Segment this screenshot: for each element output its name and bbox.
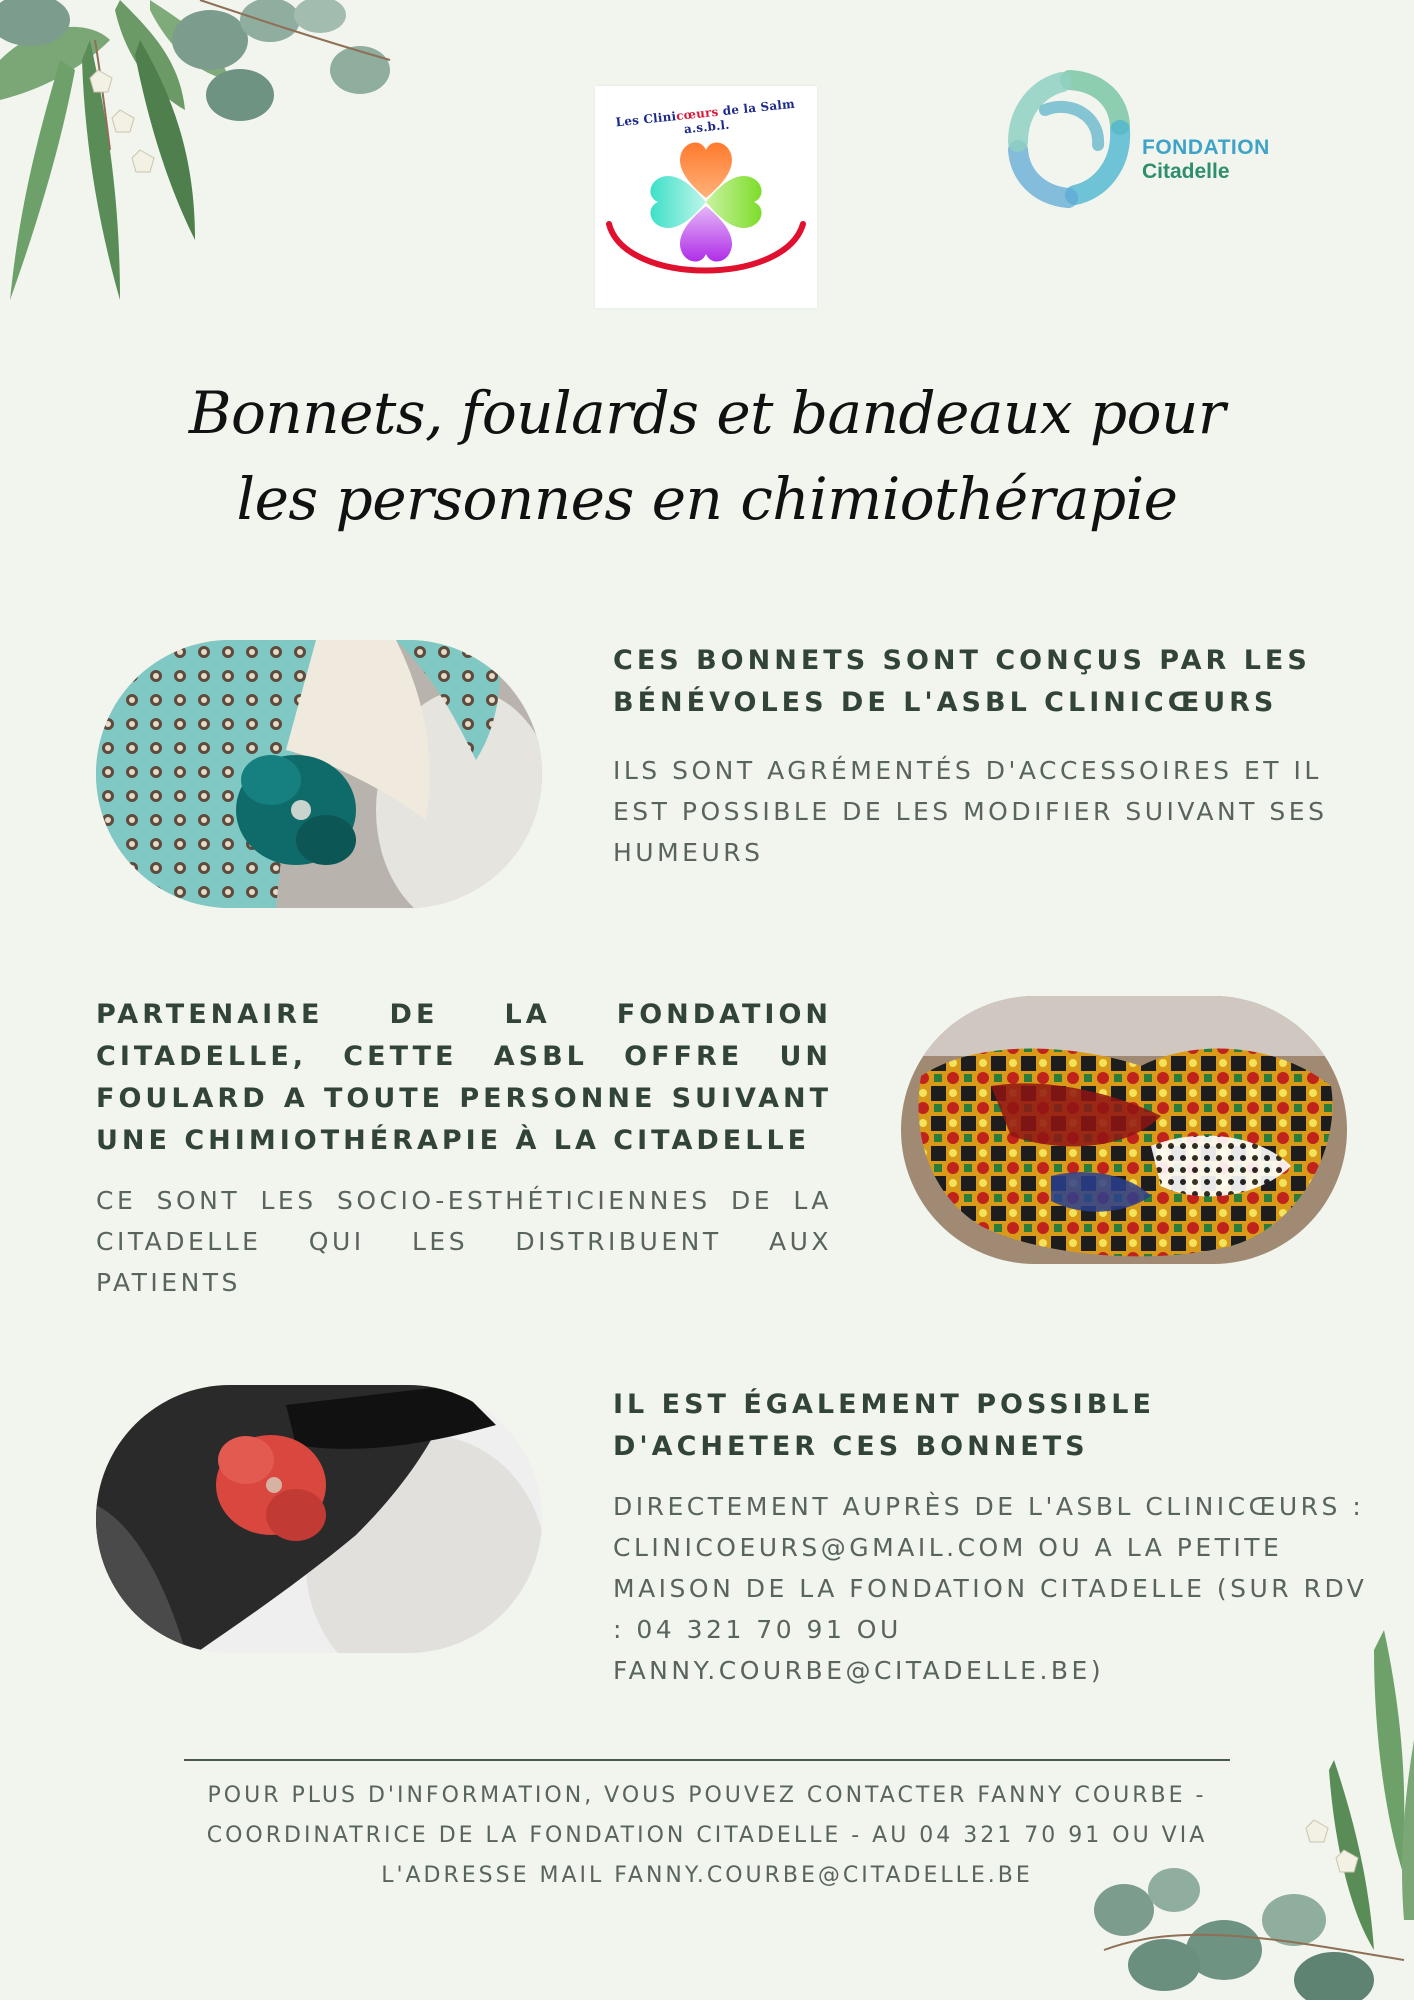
scarf-photo [901,996,1347,1264]
title-line-2: les personnes en chimiothérapie [236,465,1178,533]
footer-contact: POUR PLUS D'INFORMATION, VOUS POUVEZ CONTACTER FANNY COURBE - COORDINATRICE DE LA FONDATION CITADELLE - AU 04 321 70 91 OU VIA L'ADRESSE MAIL FANNY.COURBE@CITADELLE.BE [206,1783,1208,1888]
section-1 [613,640,1373,873]
headband-photo [96,640,542,908]
section-3 [613,1384,1373,1691]
section-heading: IL EST ÉGALEMENT POSSIBLE D'ACHETER CES BONNETS [613,1389,1155,1462]
divider [184,1759,1230,1761]
section-heading: PARTENAIRE DE LA FONDATION CITADELLE, CETTE ASBL OFFRE UN FOULARD A TOUTE PERSONNE SUIVANT UNE CHIMIOTHÉRAPIE À LA CITADELLE [96,999,832,1156]
section-body: ILS SONT AGRÉMENTÉS D'ACCESSOIRES ET IL EST POSSIBLE DE LES MODIFIER SUIVANT SES HUMEURS [613,756,1328,867]
page-title [140,370,1274,542]
bonnet-photo [96,1385,542,1653]
fondation-citadelle-logo [1000,70,1300,220]
heart-clover-icon [595,86,817,308]
section-body: CE SONT LES SOCIO-ESTHÉTICIENNES DE LA CITADELLE QUI LES DISTRIBUENT AUX PATIENTS [96,1186,832,1297]
section-body: DIRECTEMENT AUPRÈS DE L'ASBL CLINICŒURS : CLINICOEURS@GMAIL.COM OU A LA PETITE MAISON DE LA FONDATION CITADELLE (SUR RDV : 04 321 70 91 OU FANNY.COURBE@CITADELLE.BE) [613,1492,1368,1685]
clinicoeurs-logo [595,86,817,308]
logo-text: Les Clinicœurs de la Salm a.s.b.l. [615,96,796,137]
section-heading: CES BONNETS SONT CONÇUS PAR LES BÉNÉVOLES DE L'ASBL CLINICŒURS [613,645,1311,718]
ring-logo-icon [1000,70,1140,220]
eucalyptus-leaves-icon [0,0,420,390]
section-2 [96,994,832,1303]
title-line-1: Bonnets, foulards et bandeaux pour [188,379,1226,447]
fondation-logo-text: FONDATION Citadelle [1142,136,1270,183]
